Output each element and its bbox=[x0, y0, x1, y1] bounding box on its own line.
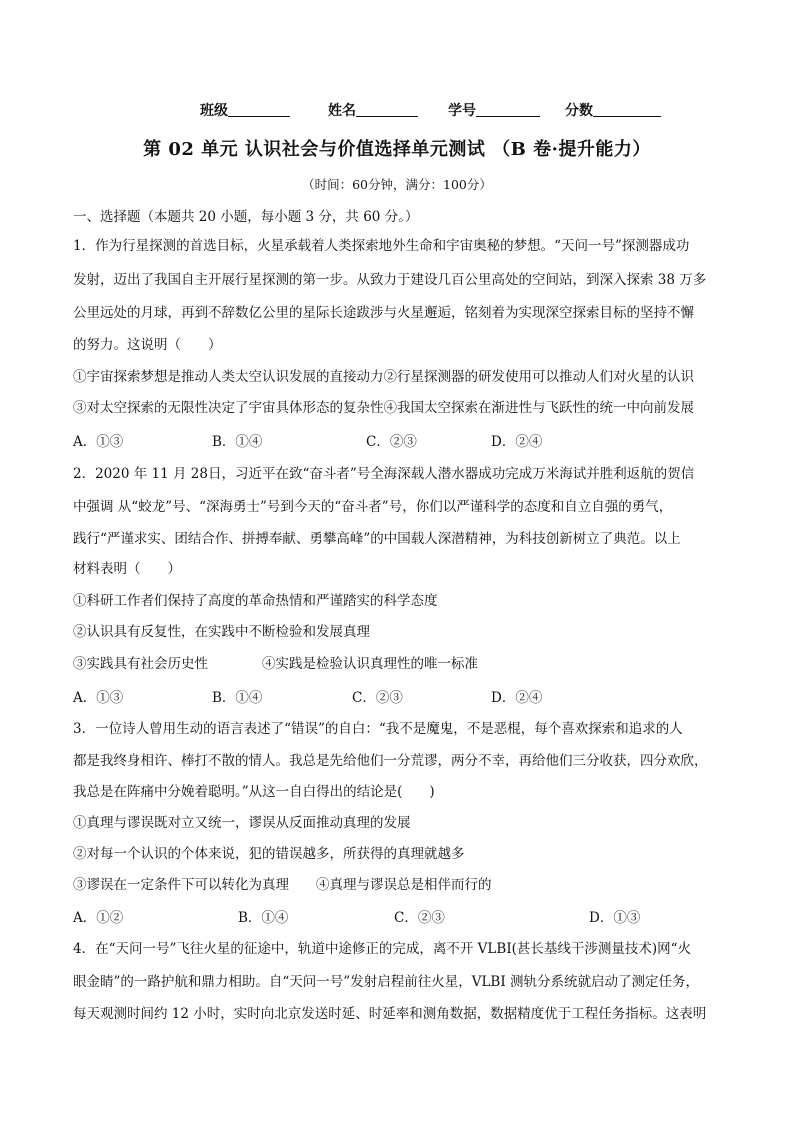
exam-subtitle: （时间：60分钟，满分：100分） bbox=[302, 177, 492, 192]
option-a[interactable]: A．①③ bbox=[73, 434, 124, 450]
question-text-line: 4．在“天问一号”飞往火星的征途中，轨道中途修正的完成，离不开 VLBI(甚长基线干涉测量技术)网“火 bbox=[73, 941, 692, 957]
score-field[interactable] bbox=[565, 100, 661, 120]
name-label: 姓名 bbox=[328, 103, 356, 119]
option-a[interactable]: A．①② bbox=[73, 910, 124, 926]
class-label: 班级 bbox=[200, 103, 228, 119]
question-text-line: 发射，迈出了我国自主开展行星探测的第一步。从致力于建设几百公里高处的空间站，到深入探索 38 万多 bbox=[73, 272, 707, 288]
question-text-line: 中强调 从“蛟龙”号、“深海勇士”号到今天的“奋斗者”号，你们以严谨科学的态度和自立自强的勇气， bbox=[73, 499, 673, 515]
option-a[interactable]: A．①③ bbox=[73, 690, 124, 706]
question-text-line: 3．一位诗人曾用生动的语言表述了“错误”的自白：“我不是魔鬼，不是恶棍，每个喜欢探索和追求的人 bbox=[73, 721, 683, 737]
option-b[interactable]: B．①④ bbox=[212, 434, 263, 450]
statement-line: ①宇宙探索梦想是推动人类太空认识发展的直接动力②行星探测器的研发使用可以推动人们对火星的认识 bbox=[73, 369, 694, 385]
class-blank[interactable] bbox=[228, 102, 290, 117]
exam-title: 第 02 单元 认识社会与价值选择单元测试 （B 卷·提升能力） bbox=[143, 139, 651, 160]
question-text-line: 公里远处的月球，再到不辞数亿公里的星际长途跋涉与火星邂逅，铭刻着为实现深空探索目标的坚持不懈 bbox=[73, 305, 694, 321]
option-b[interactable]: B．①④ bbox=[212, 690, 263, 706]
question-text-line: 材料表明（ ） bbox=[73, 561, 181, 577]
question-text-line: 2．2020 年 11 月 28日，习近平在致“奋斗者”号全海深载人潜水器成功完成万米海试并胜利返航的贺信 bbox=[73, 466, 695, 482]
statement-line: ①科研工作者们保持了高度的革命热情和严谨踏实的科学态度 bbox=[73, 593, 438, 609]
question-text-line: 的努力。这说明（ ） bbox=[73, 337, 222, 353]
student-id-label: 学号 bbox=[448, 103, 476, 119]
student-info-row bbox=[200, 100, 680, 122]
option-d[interactable]: D．②④ bbox=[491, 434, 543, 450]
question-text-line: 眼金睛”的一路护航和鼎力相助。自“天问一号”发射启程前往火星，VLBI 测轨分系统就启动了测定任务， bbox=[73, 974, 699, 990]
statement-line: ③实践具有社会历史性 ④实践是检验认识真理性的唯一标准 bbox=[73, 656, 478, 672]
question-text-line: 都是我终身相许、棒打不散的情人。我总是先给他们一分荒谬，两分不幸，再给他们三分收获，四分欢欣， bbox=[73, 753, 708, 769]
option-d[interactable]: D．②④ bbox=[491, 690, 543, 706]
question-text-line: 我总是在阵痛中分娩着聪明。”从这一自白得出的结论是( ) bbox=[73, 784, 435, 800]
option-c[interactable]: C．②③ bbox=[394, 910, 445, 926]
section-heading: 一、选择题（本题共 20 小题，每小题 3 分，共 60 分。） bbox=[73, 209, 419, 225]
option-d[interactable]: D．①③ bbox=[589, 910, 641, 926]
statement-line: ①真理与谬误既对立又统一，谬误从反面推动真理的发展 bbox=[73, 815, 411, 831]
student-id-field[interactable] bbox=[448, 100, 540, 120]
question-text-line: 每天观测时间约 12 小时，实时向北京发送时延、时延率和测角数据，数据精度优于工程任务指标。这表明 bbox=[73, 1006, 707, 1022]
statement-line: ③谬误在一定条件下可以转化为真理 ④真理与谬误总是相伴而行的 bbox=[73, 877, 492, 893]
option-c[interactable]: C．②③ bbox=[366, 434, 417, 450]
name-field[interactable] bbox=[328, 100, 418, 120]
question-text-line: 1．作为行星探测的首选目标，火星承载着人类探索地外生命和宇宙奥秘的梦想。“天问一号”探测器成功 bbox=[73, 238, 690, 254]
score-blank[interactable] bbox=[593, 102, 661, 117]
statement-line: ②对每一个认识的个体来说，犯的错误越多，所获得的真理就越多 bbox=[73, 846, 465, 862]
option-c[interactable]: C．②③ bbox=[352, 690, 403, 706]
score-label: 分数 bbox=[565, 103, 593, 119]
student-id-blank[interactable] bbox=[476, 102, 540, 117]
class-field[interactable] bbox=[200, 100, 290, 120]
question-text-line: 践行“严谨求实、团结合作、拼搏奉献、勇攀高峰”的中国载人深潜精神，为科技创新树立了典范。以上 bbox=[73, 531, 681, 547]
statement-line: ③对太空探索的无限性决定了宇宙具体形态的复杂性④我国太空探索在渐进性与飞跃性的统一中向前发展 bbox=[73, 400, 694, 416]
option-b[interactable]: B．①④ bbox=[238, 910, 289, 926]
name-blank[interactable] bbox=[356, 102, 418, 117]
statement-line: ②认识具有反复性，在实践中不断检验和发展真理 bbox=[73, 624, 370, 640]
